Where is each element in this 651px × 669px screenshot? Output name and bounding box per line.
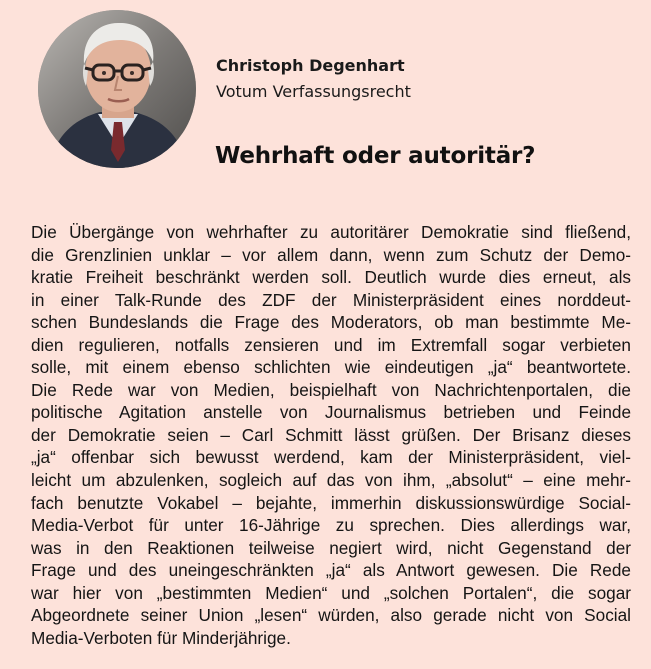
body-line: solle, mit einem ebenso schlichten wie eindeutigen „ja“ beantwortete. [31, 357, 631, 378]
body-line: leicht um abzulenken, sogleich auf das von ihm, „absolut“ – eine mehr- [31, 470, 631, 491]
body-line: in einer Talk-Runde des ZDF der Ministerpräsident eines norddeut- [31, 289, 631, 310]
body-line: was in den Reaktionen teilweise negiert wird, nicht Gegenstand der [31, 537, 631, 558]
body-line: Frage und des uneingeschränkten „ja“ als Antwort gewesen. Die Rede [31, 560, 631, 581]
body-line: der Demokratie seien – Carl Schmitt lässt grüßen. Der Brisanz dieses [31, 424, 631, 445]
article-title: Wehrhaft oder autoritär? [215, 143, 536, 169]
body-line: fach benutzte Vokabel – bejahte, immerhin diskussionswürdige Social- [31, 492, 631, 513]
body-line: kratie Freiheit beschränkt werden soll. Deutlich wurde dies erneut, als [31, 267, 631, 288]
body-line: Media-Verboten für Minderjährige. [31, 627, 291, 648]
body-line: Abgeordnete seiner Union „lesen“ würden, also gerade nicht von Social [31, 605, 631, 626]
body-line: dien regulieren, notfalls zensieren und im Extremfall sogar verbieten [31, 334, 631, 355]
article-body [31, 221, 631, 649]
body-line: Die Rede war von Medien, beispielhaft von Nachrichtenportalen, die [31, 379, 631, 400]
body-line: die Grenzlinien unklar – vor allem dann, wenn zum Schutz der Demo- [31, 244, 631, 265]
author-name: Christoph Degenhart [216, 56, 405, 75]
body-line: Media-Verbot für unter 16-Jährige zu sprechen. Dies allerdings war, [31, 515, 631, 536]
body-line: schen Bundeslands die Frage des Moderators, ob man bestimmte Me- [31, 312, 631, 333]
body-line: Die Übergänge von wehrhafter zu autoritärer Demokratie sind fließend, [31, 222, 631, 242]
body-line: politische Agitation anstelle von Journalismus betrieben und Feinde [31, 402, 631, 423]
column-name: Votum Verfassungsrecht [216, 82, 411, 101]
body-line: „ja“ offenbar sich bewusst werdend, kam der Ministerpräsident, viel- [31, 447, 631, 468]
body-line: war hier von „bestimmten Medien“ und „solchen Portalen“, die sogar [31, 582, 631, 603]
author-portrait [38, 10, 196, 168]
